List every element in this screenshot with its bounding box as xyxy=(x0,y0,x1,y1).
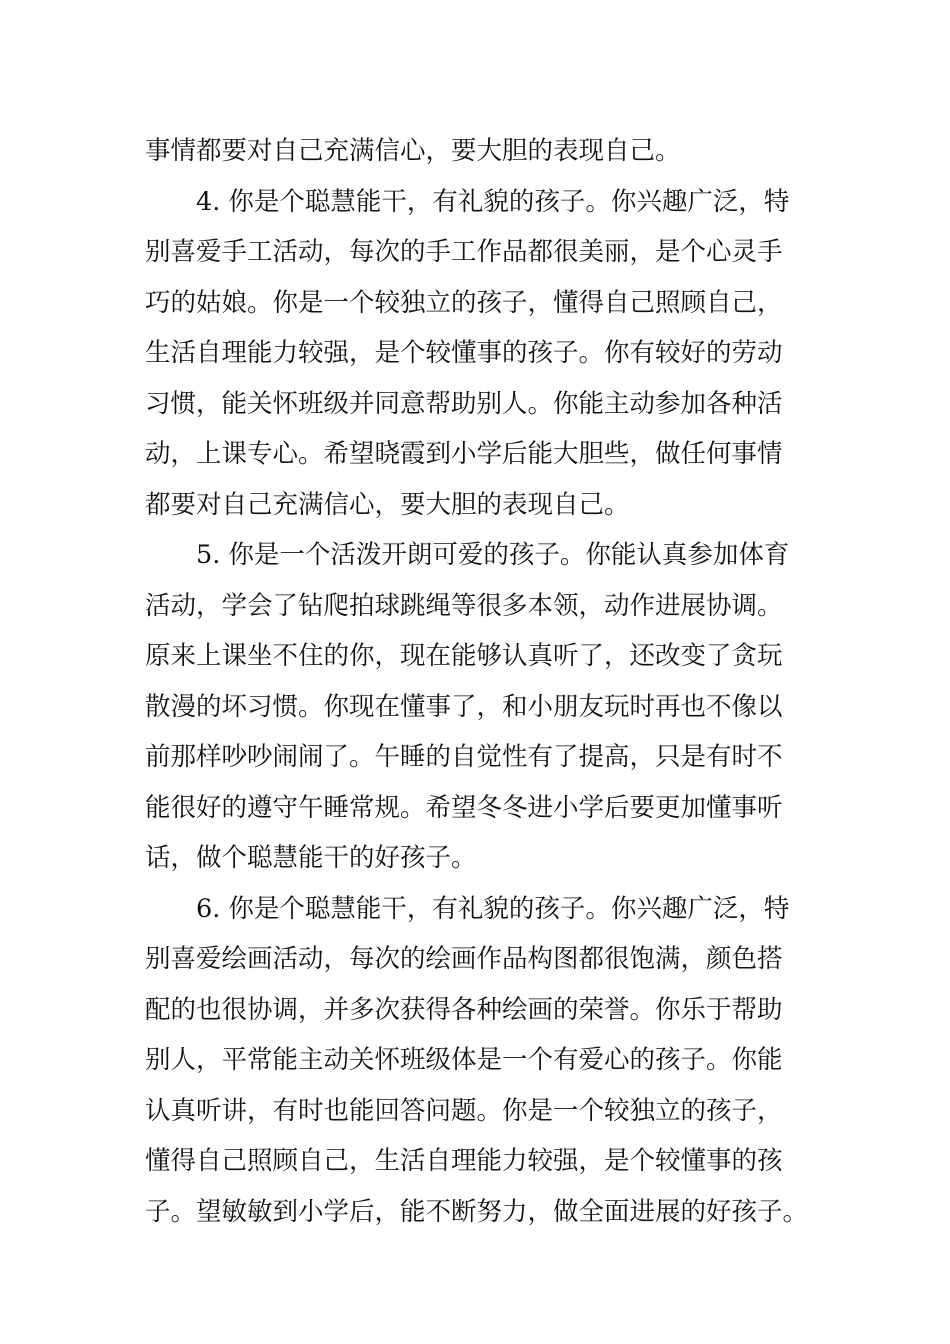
text-line: 习惯，能关怀班级并同意帮助别人。你能主动参加各种活 xyxy=(145,388,783,419)
text-line: 动，上课专心。希望晓霞到小学后能大胆些，做任何事情 xyxy=(145,439,783,469)
text-line: 别人，平常能主动关怀班级体是一个有爱心的孩子。你能 xyxy=(145,1045,783,1075)
text-line: 别喜爱手工活动，每次的手工作品都很美丽，是个心灵手 xyxy=(145,237,783,267)
paragraph-start-5: 5. 你是一个活泼开朗可爱的孩子。你能认真参加体育 xyxy=(196,540,790,570)
text-line: 散漫的坏习惯。你现在懂事了，和小朋友玩时再也不像以 xyxy=(145,691,783,722)
text-line: 话，做个聪慧能干的好孩子。 xyxy=(145,843,477,873)
text-line: 巧的姑娘。你是一个较独立的孩子，懂得自己照顾自己， xyxy=(145,287,783,318)
text-line: 配的也很协调，并多次获得各种绘画的荣誉。你乐于帮助 xyxy=(145,994,783,1025)
text-line: 都要对自己充满信心，要大胆的表现自己。 xyxy=(145,489,630,520)
text-line: 子。望敏敏到小学后，能不断努力，做全面进展的好孩子。 xyxy=(145,1196,809,1227)
text-line: 懂得自己照顾自己，生活自理能力较强，是个较懂事的孩 xyxy=(145,1146,783,1176)
text-line: 能很好的遵守午睡常规。希望冬冬进小学后要更加懂事听 xyxy=(145,792,783,823)
text-line: 生活自理能力较强，是个较懂事的孩子。你有较好的劳动 xyxy=(145,338,783,368)
paragraph-start-6: 6. 你是个聪慧能干，有礼貌的孩子。你兴趣广泛，特 xyxy=(196,893,790,924)
text-line: 活动，学会了钻爬拍球跳绳等很多本领，动作进展协调。 xyxy=(145,590,783,621)
document-body xyxy=(145,126,810,1237)
text-line: 事情都要对自己充满信心，要大胆的表现自己。 xyxy=(145,136,681,166)
text-line: 前那样吵吵闹闹了。午睡的自觉性有了提高，只是有时不 xyxy=(145,742,783,772)
text-line: 认真听讲，有时也能回答问题。你是一个较独立的孩子， xyxy=(145,1095,783,1126)
text-line: 别喜爱绘画活动，每次的绘画作品构图都很饱满，颜色搭 xyxy=(145,944,783,974)
text-line: 原来上课坐不住的你，现在能够认真听了，还改变了贪玩 xyxy=(145,641,783,671)
paragraph-start-4: 4. 你是个聪慧能干，有礼貌的孩子。你兴趣广泛，特 xyxy=(196,186,790,217)
